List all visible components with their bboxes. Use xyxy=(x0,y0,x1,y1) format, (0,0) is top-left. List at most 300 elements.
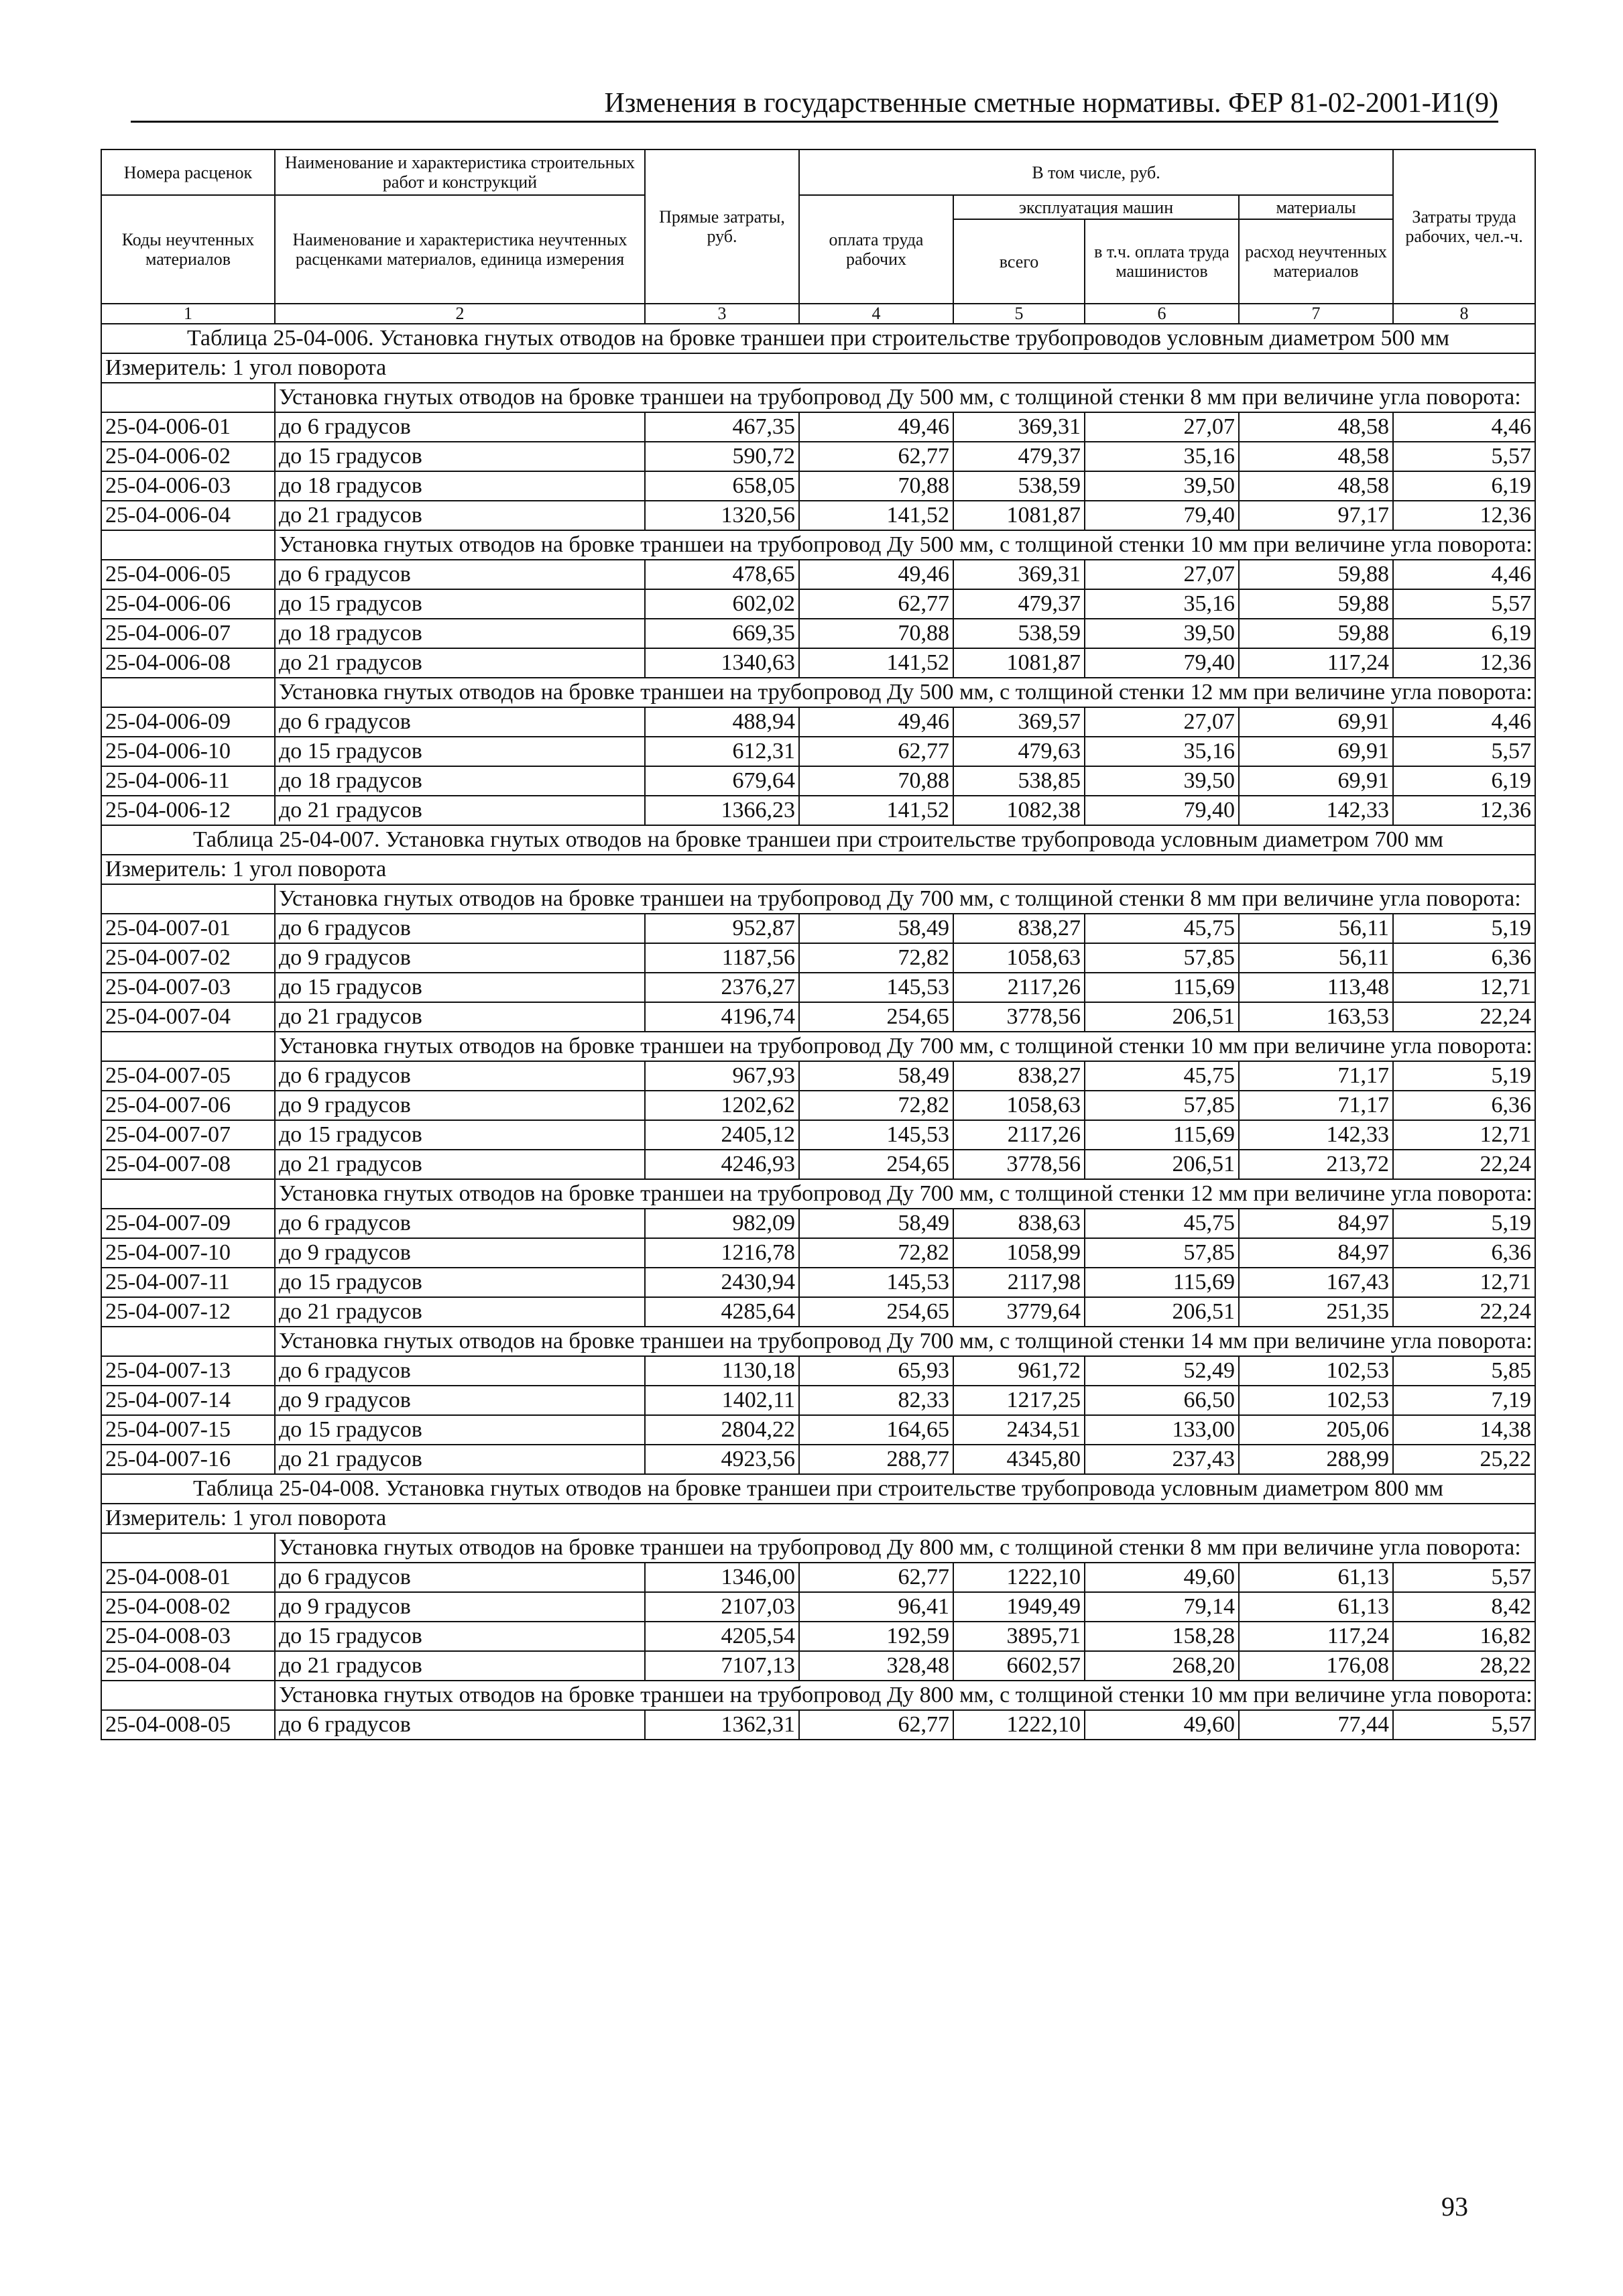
machines-total: 538,59 xyxy=(953,471,1085,501)
machines-total: 838,63 xyxy=(953,1209,1085,1238)
labor-hours: 5,19 xyxy=(1393,914,1535,943)
labor-hours: 8,42 xyxy=(1393,1592,1535,1622)
machines-labor: 57,85 xyxy=(1085,1091,1239,1120)
rate-code: 25-04-007-01 xyxy=(101,914,275,943)
labor-hours: 5,19 xyxy=(1393,1061,1535,1091)
direct-costs: 4205,54 xyxy=(645,1622,799,1651)
labor-pay: 145,53 xyxy=(799,973,953,1002)
machines-labor: 52,49 xyxy=(1085,1356,1239,1386)
labor-pay: 288,77 xyxy=(799,1445,953,1474)
materials-use: 205,06 xyxy=(1239,1415,1393,1445)
header-direct-costs: Прямые затраты, руб. xyxy=(645,149,799,304)
rate-name: до 15 градусов xyxy=(275,589,645,619)
labor-pay: 254,65 xyxy=(799,1150,953,1179)
labor-hours: 22,24 xyxy=(1393,1297,1535,1327)
table-title: Таблица 25-04-006. Установка гнутых отводов на бровке траншеи при строительстве трубопроводов условным диаметром 500 мм xyxy=(101,324,1535,353)
table-row xyxy=(101,442,1535,471)
table-body xyxy=(101,324,1535,1740)
materials-use: 48,58 xyxy=(1239,412,1393,442)
machines-labor: 49,60 xyxy=(1085,1563,1239,1592)
labor-hours: 4,46 xyxy=(1393,412,1535,442)
materials-use: 59,88 xyxy=(1239,619,1393,648)
materials-use: 213,72 xyxy=(1239,1150,1393,1179)
direct-costs: 2405,12 xyxy=(645,1120,799,1150)
table-title-row xyxy=(101,825,1535,855)
machines-total: 1058,99 xyxy=(953,1238,1085,1268)
machines-total: 1949,49 xyxy=(953,1592,1085,1622)
labor-hours: 22,24 xyxy=(1393,1150,1535,1179)
rate-code: 25-04-007-07 xyxy=(101,1120,275,1150)
rate-code: 25-04-006-04 xyxy=(101,501,275,530)
machines-labor: 79,40 xyxy=(1085,796,1239,825)
labor-pay: 141,52 xyxy=(799,648,953,678)
direct-costs: 658,05 xyxy=(645,471,799,501)
labor-hours: 12,71 xyxy=(1393,973,1535,1002)
materials-use: 167,43 xyxy=(1239,1268,1393,1297)
materials-use: 117,24 xyxy=(1239,648,1393,678)
materials-use: 61,13 xyxy=(1239,1563,1393,1592)
rate-code: 25-04-008-04 xyxy=(101,1651,275,1681)
rate-code: 25-04-008-03 xyxy=(101,1622,275,1651)
group-code-cell xyxy=(101,1032,275,1061)
rate-code: 25-04-006-05 xyxy=(101,560,275,589)
rate-name: до 9 градусов xyxy=(275,1091,645,1120)
table-row xyxy=(101,1002,1535,1032)
group-code-cell xyxy=(101,530,275,560)
rate-code: 25-04-006-11 xyxy=(101,766,275,796)
labor-hours: 6,19 xyxy=(1393,471,1535,501)
labor-hours: 16,82 xyxy=(1393,1622,1535,1651)
direct-costs: 1130,18 xyxy=(645,1356,799,1386)
machines-total: 838,27 xyxy=(953,1061,1085,1091)
machines-labor: 35,16 xyxy=(1085,737,1239,766)
labor-hours: 5,19 xyxy=(1393,1209,1535,1238)
rate-name: до 21 градусов xyxy=(275,501,645,530)
rate-name: до 15 градусов xyxy=(275,1120,645,1150)
rate-code: 25-04-007-10 xyxy=(101,1238,275,1268)
machines-labor: 79,14 xyxy=(1085,1592,1239,1622)
table-row xyxy=(101,560,1535,589)
labor-pay: 328,48 xyxy=(799,1651,953,1681)
labor-pay: 62,77 xyxy=(799,1563,953,1592)
rate-name: до 21 градусов xyxy=(275,1150,645,1179)
labor-pay: 254,65 xyxy=(799,1002,953,1032)
group-row xyxy=(101,1327,1535,1356)
machines-total: 3778,56 xyxy=(953,1002,1085,1032)
labor-hours: 12,71 xyxy=(1393,1120,1535,1150)
table-row xyxy=(101,1150,1535,1179)
rate-name: до 9 градусов xyxy=(275,943,645,973)
labor-hours: 4,46 xyxy=(1393,560,1535,589)
materials-use: 113,48 xyxy=(1239,973,1393,1002)
machines-total: 1217,25 xyxy=(953,1386,1085,1415)
rate-code: 25-04-006-10 xyxy=(101,737,275,766)
running-head: Изменения в государственные сметные нормативы. ФЕР 81-02-2001-И1(9) xyxy=(131,86,1498,123)
materials-use: 56,11 xyxy=(1239,914,1393,943)
direct-costs: 1320,56 xyxy=(645,501,799,530)
group-row xyxy=(101,1179,1535,1209)
group-description: Установка гнутых отводов на бровке траншеи на трубопровод Ду 700 мм, с толщиной стенки 12 мм при величине угла поворота: xyxy=(275,1179,1535,1209)
machines-labor: 45,75 xyxy=(1085,914,1239,943)
machines-labor: 45,75 xyxy=(1085,1209,1239,1238)
machines-labor: 57,85 xyxy=(1085,943,1239,973)
rate-code: 25-04-007-13 xyxy=(101,1356,275,1386)
machines-labor: 206,51 xyxy=(1085,1150,1239,1179)
direct-costs: 1340,63 xyxy=(645,648,799,678)
materials-use: 61,13 xyxy=(1239,1592,1393,1622)
measure-unit: Измеритель: 1 угол поворота xyxy=(101,353,1535,383)
machines-labor: 27,07 xyxy=(1085,412,1239,442)
labor-pay: 70,88 xyxy=(799,766,953,796)
labor-pay: 72,82 xyxy=(799,943,953,973)
group-description: Установка гнутых отводов на бровке траншеи на трубопровод Ду 700 мм, с толщиной стенки 8 мм при величине угла поворота: xyxy=(275,884,1535,914)
rate-name: до 6 градусов xyxy=(275,914,645,943)
labor-hours: 25,22 xyxy=(1393,1445,1535,1474)
materials-use: 71,17 xyxy=(1239,1061,1393,1091)
machines-labor: 35,16 xyxy=(1085,442,1239,471)
measure-row xyxy=(101,353,1535,383)
column-number: 5 xyxy=(953,304,1085,324)
direct-costs: 1216,78 xyxy=(645,1238,799,1268)
group-code-cell xyxy=(101,383,275,412)
rate-code: 25-04-006-12 xyxy=(101,796,275,825)
rate-name: до 21 градусов xyxy=(275,796,645,825)
rate-name: до 15 градусов xyxy=(275,1415,645,1445)
group-code-cell xyxy=(101,1179,275,1209)
labor-pay: 62,77 xyxy=(799,589,953,619)
table-row xyxy=(101,737,1535,766)
labor-hours: 6,19 xyxy=(1393,766,1535,796)
rate-code: 25-04-006-07 xyxy=(101,619,275,648)
materials-use: 69,91 xyxy=(1239,766,1393,796)
price-table xyxy=(101,149,1536,1740)
labor-hours: 12,36 xyxy=(1393,796,1535,825)
rate-name: до 18 градусов xyxy=(275,471,645,501)
labor-hours: 22,24 xyxy=(1393,1002,1535,1032)
labor-pay: 141,52 xyxy=(799,501,953,530)
group-row xyxy=(101,1533,1535,1563)
machines-labor: 79,40 xyxy=(1085,648,1239,678)
table-row xyxy=(101,501,1535,530)
table-row xyxy=(101,707,1535,737)
table-row xyxy=(101,619,1535,648)
rate-name: до 15 градусов xyxy=(275,1622,645,1651)
header-labor-cost: Затраты труда рабочих, чел.-ч. xyxy=(1393,149,1535,304)
header-material-names: Наименование и характеристика неучтенных расценками материалов, единица измерения xyxy=(275,195,645,304)
machines-total: 961,72 xyxy=(953,1356,1085,1386)
machines-labor: 57,85 xyxy=(1085,1238,1239,1268)
group-description: Установка гнутых отводов на бровке траншеи на трубопровод Ду 800 мм, с толщиной стенки 8 мм при величине угла поворота: xyxy=(275,1533,1535,1563)
rate-code: 25-04-007-03 xyxy=(101,973,275,1002)
rate-name: до 6 градусов xyxy=(275,1356,645,1386)
materials-use: 176,08 xyxy=(1239,1651,1393,1681)
materials-use: 69,91 xyxy=(1239,737,1393,766)
table-row xyxy=(101,1386,1535,1415)
table-title-row xyxy=(101,324,1535,353)
measure-row xyxy=(101,1504,1535,1533)
rate-code: 25-04-007-02 xyxy=(101,943,275,973)
header-names: Наименование и характеристика строительных работ и конструкций xyxy=(275,149,645,195)
column-number: 2 xyxy=(275,304,645,324)
table-title-row xyxy=(101,1474,1535,1504)
labor-hours: 12,36 xyxy=(1393,501,1535,530)
machines-total: 538,59 xyxy=(953,619,1085,648)
labor-pay: 70,88 xyxy=(799,471,953,501)
rate-name: до 9 градусов xyxy=(275,1238,645,1268)
header-column-numbers xyxy=(101,304,1535,324)
column-number: 7 xyxy=(1239,304,1393,324)
column-number: 8 xyxy=(1393,304,1535,324)
rate-name: до 15 градусов xyxy=(275,737,645,766)
rate-name: до 6 градусов xyxy=(275,707,645,737)
table-row xyxy=(101,766,1535,796)
machines-labor: 206,51 xyxy=(1085,1297,1239,1327)
labor-hours: 6,36 xyxy=(1393,1091,1535,1120)
labor-hours: 28,22 xyxy=(1393,1651,1535,1681)
labor-pay: 192,59 xyxy=(799,1622,953,1651)
direct-costs: 7107,13 xyxy=(645,1651,799,1681)
rate-code: 25-04-006-03 xyxy=(101,471,275,501)
machines-total: 1082,38 xyxy=(953,796,1085,825)
table-row xyxy=(101,1710,1535,1740)
labor-pay: 58,49 xyxy=(799,914,953,943)
labor-pay: 164,65 xyxy=(799,1415,953,1445)
direct-costs: 982,09 xyxy=(645,1209,799,1238)
labor-hours: 12,71 xyxy=(1393,1268,1535,1297)
labor-pay: 49,46 xyxy=(799,560,953,589)
direct-costs: 2804,22 xyxy=(645,1415,799,1445)
machines-labor: 39,50 xyxy=(1085,471,1239,501)
rate-code: 25-04-007-14 xyxy=(101,1386,275,1415)
direct-costs: 478,65 xyxy=(645,560,799,589)
labor-hours: 6,19 xyxy=(1393,619,1535,648)
group-row xyxy=(101,383,1535,412)
labor-hours: 7,19 xyxy=(1393,1386,1535,1415)
header-machines-labor: в т.ч. оплата труда машинистов xyxy=(1085,219,1239,304)
labor-pay: 62,77 xyxy=(799,442,953,471)
materials-use: 56,11 xyxy=(1239,943,1393,973)
direct-costs: 967,93 xyxy=(645,1061,799,1091)
direct-costs: 2107,03 xyxy=(645,1592,799,1622)
table-title: Таблица 25-04-008. Установка гнутых отводов на бровке траншеи при строительстве трубопровода условным диаметром 800 мм xyxy=(101,1474,1535,1504)
rate-name: до 6 градусов xyxy=(275,412,645,442)
labor-hours: 6,36 xyxy=(1393,943,1535,973)
direct-costs: 590,72 xyxy=(645,442,799,471)
group-description: Установка гнутых отводов на бровке траншеи на трубопровод Ду 500 мм, с толщиной стенки 10 мм при величине угла поворота: xyxy=(275,530,1535,560)
materials-use: 142,33 xyxy=(1239,796,1393,825)
materials-use: 48,58 xyxy=(1239,442,1393,471)
machines-total: 6602,57 xyxy=(953,1651,1085,1681)
machines-labor: 206,51 xyxy=(1085,1002,1239,1032)
column-number: 6 xyxy=(1085,304,1239,324)
materials-use: 84,97 xyxy=(1239,1238,1393,1268)
group-row xyxy=(101,1032,1535,1061)
group-row xyxy=(101,678,1535,707)
machines-total: 479,37 xyxy=(953,442,1085,471)
machines-labor: 158,28 xyxy=(1085,1622,1239,1651)
rate-name: до 6 градусов xyxy=(275,1061,645,1091)
table-row xyxy=(101,471,1535,501)
rate-code: 25-04-007-06 xyxy=(101,1091,275,1120)
header-materials-use: расход неучтенных материалов xyxy=(1239,219,1393,304)
direct-costs: 952,87 xyxy=(645,914,799,943)
direct-costs: 467,35 xyxy=(645,412,799,442)
labor-hours: 5,85 xyxy=(1393,1356,1535,1386)
labor-pay: 254,65 xyxy=(799,1297,953,1327)
direct-costs: 679,64 xyxy=(645,766,799,796)
machines-labor: 115,69 xyxy=(1085,973,1239,1002)
group-code-cell xyxy=(101,884,275,914)
labor-pay: 62,77 xyxy=(799,737,953,766)
table-row xyxy=(101,914,1535,943)
materials-use: 71,17 xyxy=(1239,1091,1393,1120)
table-row xyxy=(101,1622,1535,1651)
rate-code: 25-04-007-09 xyxy=(101,1209,275,1238)
measure-unit: Измеритель: 1 угол поворота xyxy=(101,1504,1535,1533)
column-number: 4 xyxy=(799,304,953,324)
direct-costs: 612,31 xyxy=(645,737,799,766)
table-row xyxy=(101,1209,1535,1238)
machines-labor: 237,43 xyxy=(1085,1445,1239,1474)
group-code-cell xyxy=(101,1327,275,1356)
rate-name: до 6 градусов xyxy=(275,1710,645,1740)
machines-total: 479,37 xyxy=(953,589,1085,619)
table-row xyxy=(101,1297,1535,1327)
rate-code: 25-04-006-01 xyxy=(101,412,275,442)
machines-labor: 27,07 xyxy=(1085,707,1239,737)
rate-code: 25-04-006-02 xyxy=(101,442,275,471)
materials-use: 163,53 xyxy=(1239,1002,1393,1032)
rate-name: до 6 градусов xyxy=(275,560,645,589)
machines-total: 1222,10 xyxy=(953,1563,1085,1592)
labor-hours: 14,38 xyxy=(1393,1415,1535,1445)
rate-code: 25-04-007-08 xyxy=(101,1150,275,1179)
table-row xyxy=(101,943,1535,973)
rate-name: до 6 градусов xyxy=(275,1209,645,1238)
labor-pay: 49,46 xyxy=(799,707,953,737)
labor-hours: 5,57 xyxy=(1393,1710,1535,1740)
machines-total: 1081,87 xyxy=(953,648,1085,678)
machines-total: 369,31 xyxy=(953,412,1085,442)
table-row xyxy=(101,1563,1535,1592)
table-row xyxy=(101,1091,1535,1120)
table-row xyxy=(101,589,1535,619)
table-row xyxy=(101,1415,1535,1445)
group-description: Установка гнутых отводов на бровке траншеи на трубопровод Ду 700 мм, с толщиной стенки 10 мм при величине угла поворота: xyxy=(275,1032,1535,1061)
machines-total: 2434,51 xyxy=(953,1415,1085,1445)
machines-labor: 27,07 xyxy=(1085,560,1239,589)
machines-labor: 35,16 xyxy=(1085,589,1239,619)
page-number: 93 xyxy=(1441,2191,1468,2222)
machines-total: 538,85 xyxy=(953,766,1085,796)
materials-use: 117,24 xyxy=(1239,1622,1393,1651)
rate-name: до 9 градусов xyxy=(275,1592,645,1622)
labor-hours: 5,57 xyxy=(1393,589,1535,619)
rate-name: до 18 градусов xyxy=(275,766,645,796)
labor-pay: 145,53 xyxy=(799,1120,953,1150)
rate-name: до 21 градусов xyxy=(275,648,645,678)
machines-labor: 39,50 xyxy=(1085,619,1239,648)
direct-costs: 1346,00 xyxy=(645,1563,799,1592)
materials-use: 48,58 xyxy=(1239,471,1393,501)
labor-hours: 6,36 xyxy=(1393,1238,1535,1268)
group-description: Установка гнутых отводов на бровке траншеи на трубопровод Ду 700 мм, с толщиной стенки 14 мм при величине угла поворота: xyxy=(275,1327,1535,1356)
direct-costs: 4196,74 xyxy=(645,1002,799,1032)
machines-total: 3895,71 xyxy=(953,1622,1085,1651)
labor-pay: 96,41 xyxy=(799,1592,953,1622)
table-title: Таблица 25-04-007. Установка гнутых отводов на бровке траншеи при строительстве трубопровода условным диаметром 700 мм xyxy=(101,825,1535,855)
table-row xyxy=(101,973,1535,1002)
labor-pay: 70,88 xyxy=(799,619,953,648)
labor-pay: 141,52 xyxy=(799,796,953,825)
table-row xyxy=(101,1061,1535,1091)
header-machines-total: всего xyxy=(953,219,1085,304)
group-row xyxy=(101,1681,1535,1710)
header-codes: Номера расценок xyxy=(101,149,275,195)
labor-hours: 12,36 xyxy=(1393,648,1535,678)
labor-pay: 58,49 xyxy=(799,1061,953,1091)
labor-pay: 49,46 xyxy=(799,412,953,442)
machines-labor: 45,75 xyxy=(1085,1061,1239,1091)
header-machines: эксплуатация машин xyxy=(953,195,1239,219)
rate-code: 25-04-006-09 xyxy=(101,707,275,737)
table-row xyxy=(101,1356,1535,1386)
table-row xyxy=(101,1268,1535,1297)
rate-name: до 21 градусов xyxy=(275,1651,645,1681)
table-row xyxy=(101,1592,1535,1622)
machines-total: 369,31 xyxy=(953,560,1085,589)
column-number: 1 xyxy=(101,304,275,324)
machines-total: 1058,63 xyxy=(953,1091,1085,1120)
rate-name: до 21 градусов xyxy=(275,1002,645,1032)
materials-use: 251,35 xyxy=(1239,1297,1393,1327)
rate-name: до 15 градусов xyxy=(275,442,645,471)
materials-use: 102,53 xyxy=(1239,1356,1393,1386)
labor-hours: 5,57 xyxy=(1393,737,1535,766)
rate-name: до 6 градусов xyxy=(275,1563,645,1592)
machines-labor: 49,60 xyxy=(1085,1710,1239,1740)
direct-costs: 1202,62 xyxy=(645,1091,799,1120)
rate-code: 25-04-007-11 xyxy=(101,1268,275,1297)
machines-total: 1081,87 xyxy=(953,501,1085,530)
machines-labor: 115,69 xyxy=(1085,1120,1239,1150)
table-row xyxy=(101,1120,1535,1150)
machines-total: 4345,80 xyxy=(953,1445,1085,1474)
direct-costs: 669,35 xyxy=(645,619,799,648)
group-description: Установка гнутых отводов на бровке траншеи на трубопровод Ду 500 мм, с толщиной стенки 12 мм при величине угла поворота: xyxy=(275,678,1535,707)
direct-costs: 2376,27 xyxy=(645,973,799,1002)
group-code-cell xyxy=(101,1681,275,1710)
rate-code: 25-04-006-06 xyxy=(101,589,275,619)
group-description: Установка гнутых отводов на бровке траншеи на трубопровод Ду 500 мм, с толщиной стенки 8 мм при величине угла поворота: xyxy=(275,383,1535,412)
machines-labor: 79,40 xyxy=(1085,501,1239,530)
machines-total: 838,27 xyxy=(953,914,1085,943)
direct-costs: 488,94 xyxy=(645,707,799,737)
machines-labor: 115,69 xyxy=(1085,1268,1239,1297)
rate-name: до 15 градусов xyxy=(275,1268,645,1297)
direct-costs: 4246,93 xyxy=(645,1150,799,1179)
rate-name: до 21 градусов xyxy=(275,1297,645,1327)
labor-pay: 65,93 xyxy=(799,1356,953,1386)
materials-use: 59,88 xyxy=(1239,589,1393,619)
rate-code: 25-04-007-16 xyxy=(101,1445,275,1474)
machines-labor: 39,50 xyxy=(1085,766,1239,796)
labor-pay: 82,33 xyxy=(799,1386,953,1415)
labor-pay: 58,49 xyxy=(799,1209,953,1238)
direct-costs: 2430,94 xyxy=(645,1268,799,1297)
rate-code: 25-04-007-05 xyxy=(101,1061,275,1091)
machines-labor: 268,20 xyxy=(1085,1651,1239,1681)
